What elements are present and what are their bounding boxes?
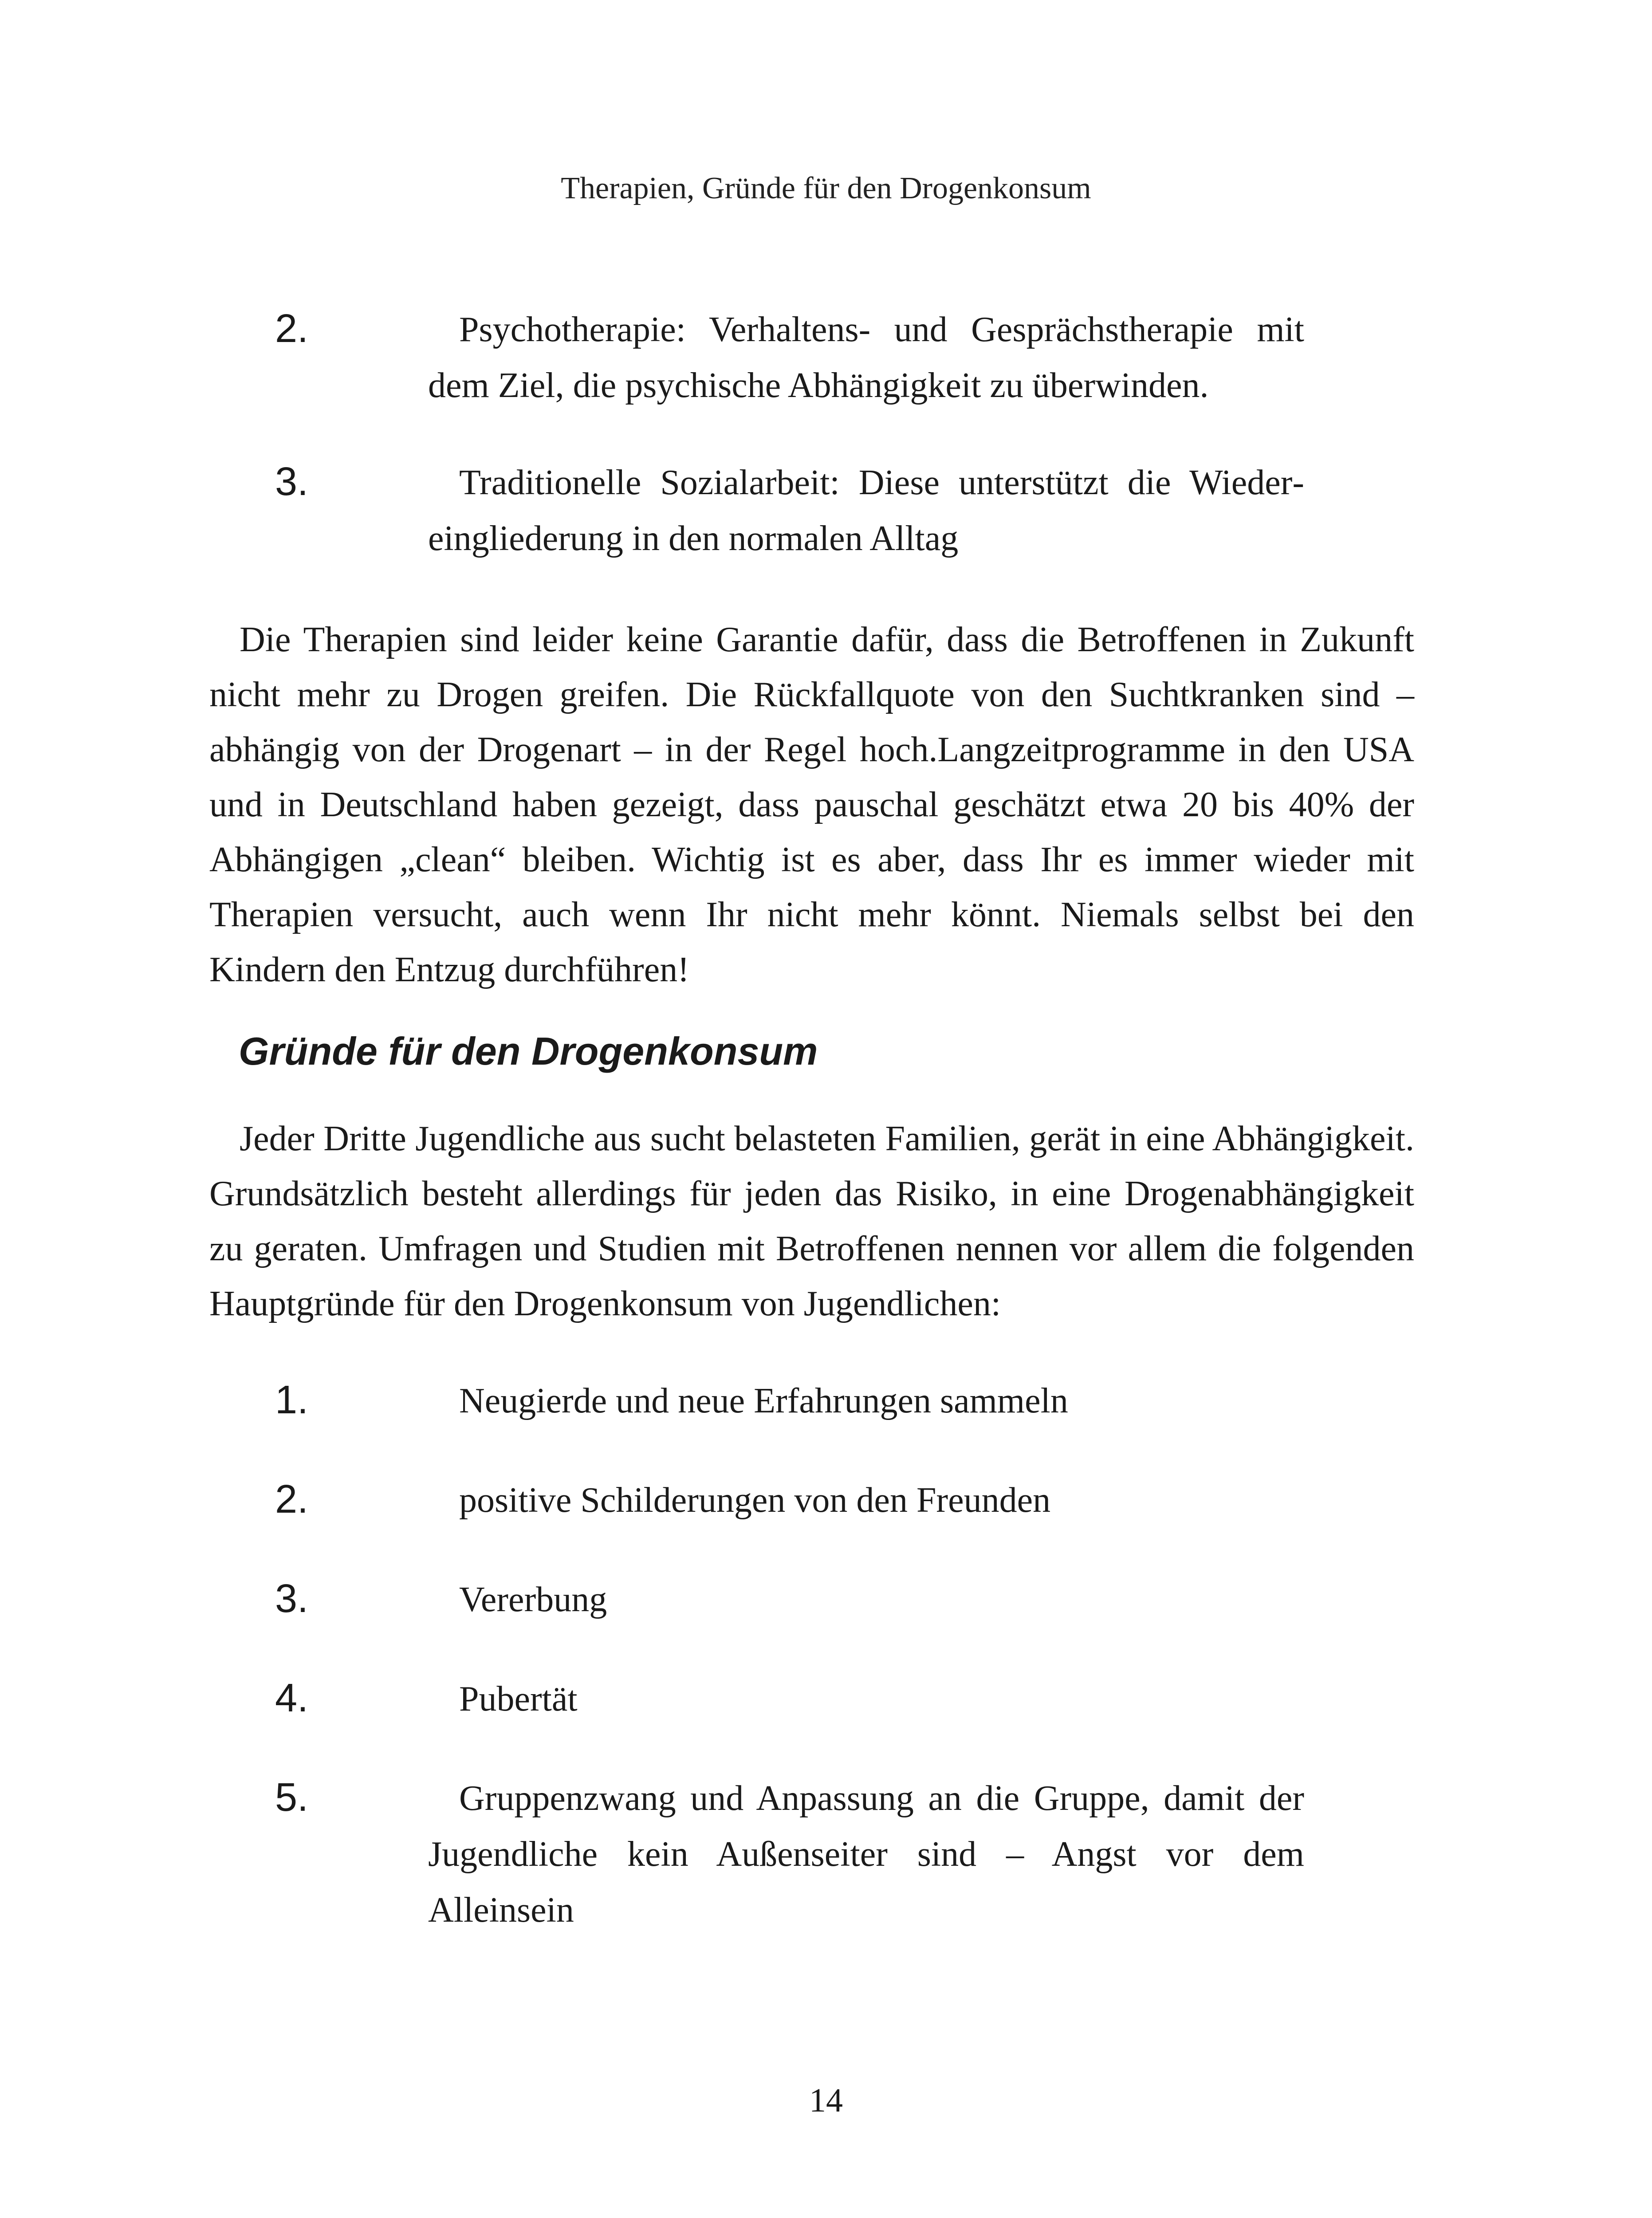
list-item-number: 2. (275, 307, 309, 351)
list-item (275, 1671, 1304, 1770)
list-item-number: 5. (275, 1775, 309, 1820)
section-heading: Gründe für den Drogenkonsum (239, 1029, 818, 1073)
list-item (275, 1572, 1304, 1671)
page-number: 14 (809, 2082, 843, 2119)
paragraph-reasons: Jeder Dritte Jugendliche aus sucht belasteten Familien, gerät in eine Abhängigkeit. Grundsätzlich besteht allerdings für jeden das Risiko, in eine Drogenabhängigkeit zu geraten. Umfragen und Studien mit Betroffenen nennen vor allem die folgenden Hauptgründe für den Drogenkonsum von Jugendlichen: (209, 1119, 1414, 1323)
reasons-list (275, 1373, 1304, 1938)
list-item (275, 1770, 1304, 1938)
list-item-text: Gruppenzwang und Anpassung an die Gruppe, damit der Jugendliche kein Außenseiter sind – Angst vor dem Alleinsein (428, 1779, 1304, 1930)
list-item-number: 3. (275, 1577, 309, 1621)
list-item (275, 1373, 1304, 1472)
list-item-number: 2. (275, 1477, 309, 1522)
list-item-text: Vererbung (459, 1580, 607, 1619)
list-item-text: Neugierde und neue Erfahrungen sammeln (459, 1381, 1068, 1420)
list-item (275, 1472, 1304, 1572)
list-item (275, 455, 1304, 566)
list-item (275, 302, 1304, 455)
list-item-number: 3. (275, 460, 309, 504)
list-item-text: positive Schilderungen von den Freunden (459, 1481, 1051, 1520)
list-item-text: Psychotherapie: Verhaltens- und Gesprächstherapie mit dem Ziel, die psychische Abhängigkeit zu überwinden. (428, 310, 1304, 405)
list-item-text: Traditionelle Sozialarbeit: Diese unterstützt die Wiedereingliederung in den normalen Alltag (428, 463, 1304, 558)
list-item-text: Pubertät (459, 1679, 578, 1719)
paragraph-therapies: Die Therapien sind leider keine Garantie dafür, dass die Betroffenen in Zukunft nicht mehr zu Drogen greifen. Die Rückfallquote von den Suchtkranken sind – abhängig von der Drogenart – in der Regel hoch.Langzeitprogramme in den USA und in Deutschland haben gezeigt, dass pauschal geschätzt etwa 20 bis 40% der Abhängigen „clean“ bleiben. Wichtig ist es aber, dass Ihr es immer wieder mit Therapien versucht, auch wenn Ihr nicht mehr könnt. Niemals selbst bei den Kindern den Entzug durchführen! (209, 620, 1414, 989)
running-header: Therapien, Gründe für den Drogenkonsum (561, 171, 1091, 205)
list-item-number: 1. (275, 1378, 309, 1422)
therapy-list (275, 302, 1304, 566)
list-item-number: 4. (275, 1676, 309, 1720)
